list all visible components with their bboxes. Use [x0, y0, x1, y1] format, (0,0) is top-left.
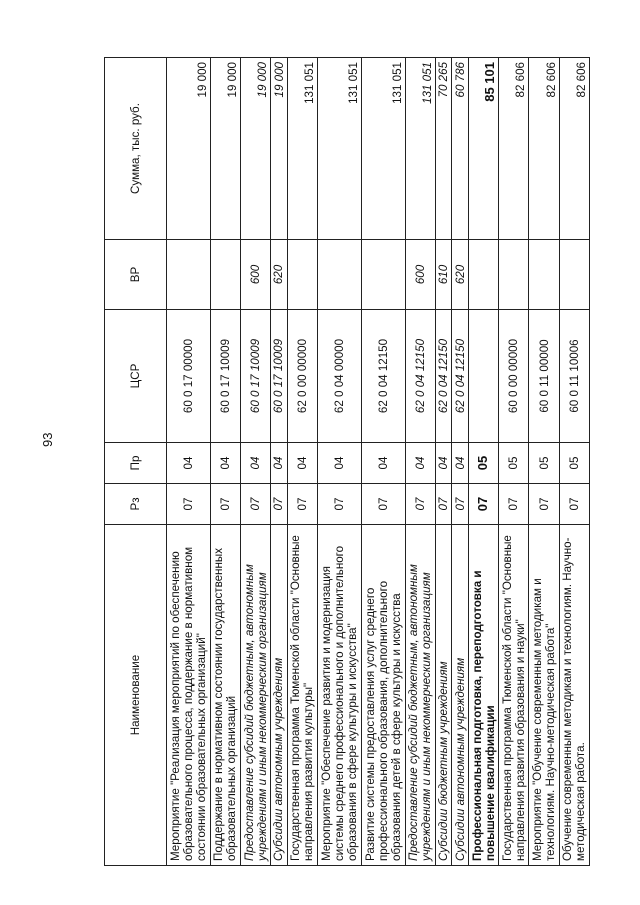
cell-sum: 85 101 [469, 58, 499, 240]
cell-pr: 04 [361, 443, 405, 484]
cell-rz: 07 [318, 484, 362, 525]
cell-csr: 62 0 04 12150 [361, 310, 405, 443]
cell-pr: 05 [529, 443, 559, 484]
cell-sum: 19 000 [210, 58, 240, 240]
cell-vr [318, 240, 362, 310]
cell-sum: 19 000 [240, 58, 270, 240]
cell-sum: 70 265 [435, 58, 452, 240]
cell-name: Субсидии автономным учреждениям [452, 525, 469, 866]
header-csr: ЦСР [105, 310, 167, 443]
table-row [271, 58, 288, 866]
cell-name: Мероприятие "Обучение современным методикам и технологиям. Научно-методическая работа" [529, 525, 559, 866]
cell-vr [361, 240, 405, 310]
cell-pr: 04 [210, 443, 240, 484]
cell-csr: 60 0 11 00000 [529, 310, 559, 443]
cell-csr: 62 0 00 00000 [287, 310, 317, 443]
cell-vr: 600 [405, 240, 435, 310]
cell-vr: 620 [452, 240, 469, 310]
cell-name: Мероприятие "Реализация мероприятий по обеспечению образовательного процесса, поддержание в нормативном состоянии образовательных организаций" [167, 525, 211, 866]
header-sum: Сумма, тыс. руб. [105, 58, 167, 240]
header-pr: Пр [105, 443, 167, 484]
table-row [287, 58, 317, 866]
cell-sum: 19 000 [167, 58, 211, 240]
cell-pr: 05 [469, 443, 499, 484]
cell-vr [529, 240, 559, 310]
cell-name: Развитие системы предоставления услуг среднего профессионального образования, дополнительного образования детей в сфере культуры и искусства [361, 525, 405, 866]
cell-pr: 04 [405, 443, 435, 484]
table-row [167, 58, 211, 866]
cell-pr: 04 [452, 443, 469, 484]
cell-sum: 131 051 [287, 58, 317, 240]
cell-sum: 131 051 [318, 58, 362, 240]
cell-name: Субсидии бюджетным учреждениям [435, 525, 452, 866]
cell-sum: 131 051 [361, 58, 405, 240]
table-row [435, 58, 452, 866]
cell-csr: 62 0 04 12150 [405, 310, 435, 443]
cell-sum: 82 606 [499, 58, 529, 240]
cell-sum: 19 000 [271, 58, 288, 240]
cell-vr [167, 240, 211, 310]
cell-pr: 04 [287, 443, 317, 484]
cell-csr: 60 0 17 10009 [210, 310, 240, 443]
cell-csr: 60 0 17 10009 [271, 310, 288, 443]
cell-sum: 82 606 [559, 58, 589, 240]
cell-vr [287, 240, 317, 310]
table-row [559, 58, 589, 866]
cell-vr [499, 240, 529, 310]
cell-vr [210, 240, 240, 310]
table-row [452, 58, 469, 866]
cell-rz: 07 [452, 484, 469, 525]
table-row [405, 58, 435, 866]
table-row [499, 58, 529, 866]
cell-csr: 60 0 11 10006 [559, 310, 589, 443]
cell-csr: 60 0 17 10009 [240, 310, 270, 443]
cell-csr: 60 0 00 00000 [499, 310, 529, 443]
cell-rz: 07 [469, 484, 499, 525]
cell-rz: 07 [529, 484, 559, 525]
cell-name: Мероприятие "Обеспечение развития и модернизация системы среднего профессионального и дополнительного образования в сфере культуры и искусства" [318, 525, 362, 866]
cell-pr: 04 [167, 443, 211, 484]
table-row [529, 58, 559, 866]
cell-pr: 04 [271, 443, 288, 484]
rotated-table-container [104, 58, 590, 866]
cell-pr: 04 [240, 443, 270, 484]
cell-vr [559, 240, 589, 310]
table-row [210, 58, 240, 866]
cell-vr: 600 [240, 240, 270, 310]
cell-rz: 07 [271, 484, 288, 525]
cell-csr [469, 310, 499, 443]
cell-name: Обучение современным методикам и технологиям. Научно-методическая работа. [559, 525, 589, 866]
table-row [318, 58, 362, 866]
cell-rz: 07 [499, 484, 529, 525]
budget-table [104, 57, 590, 866]
cell-pr: 05 [559, 443, 589, 484]
cell-pr: 05 [499, 443, 529, 484]
cell-rz: 07 [559, 484, 589, 525]
cell-rz: 07 [210, 484, 240, 525]
page-number: 93 [40, 432, 55, 447]
cell-pr: 04 [318, 443, 362, 484]
cell-sum: 82 606 [529, 58, 559, 240]
cell-sum: 131 051 [405, 58, 435, 240]
cell-csr: 60 0 17 00000 [167, 310, 211, 443]
cell-name: Поддержание в нормативном состоянии государственных образовательных организаций [210, 525, 240, 866]
cell-name: Профессиональная подготовка, переподготовка и повышение квалификации [469, 525, 499, 866]
cell-vr [469, 240, 499, 310]
cell-name: Субсидии автономным учреждениям [271, 525, 288, 866]
table-row [469, 58, 499, 866]
cell-vr: 610 [435, 240, 452, 310]
cell-csr: 62 0 04 12150 [452, 310, 469, 443]
cell-rz: 07 [167, 484, 211, 525]
cell-name: Предоставление субсидий бюджетным, автономным учреждениям и иным некоммерческим организациям [240, 525, 270, 866]
cell-name: Предоставление субсидий бюджетным, автономным учреждениям и иным некоммерческим организациям [405, 525, 435, 866]
cell-vr: 620 [271, 240, 288, 310]
cell-rz: 07 [240, 484, 270, 525]
header-name: Наименование [105, 525, 167, 866]
header-vr: ВР [105, 240, 167, 310]
cell-name: Государственная программа Тюменской области "Основные направления развития образования и науки" [499, 525, 529, 866]
table-header-row [105, 58, 167, 866]
cell-pr: 04 [435, 443, 452, 484]
cell-sum: 60 786 [452, 58, 469, 240]
cell-rz: 07 [435, 484, 452, 525]
cell-rz: 07 [287, 484, 317, 525]
table-row [240, 58, 270, 866]
cell-csr: 62 0 04 12150 [435, 310, 452, 443]
cell-rz: 07 [361, 484, 405, 525]
cell-name: Государственная программа Тюменской области "Основные направления развития культуры" [287, 525, 317, 866]
cell-rz: 07 [405, 484, 435, 525]
header-rz: Рз [105, 484, 167, 525]
table-row [361, 58, 405, 866]
cell-csr: 62 0 04 00000 [318, 310, 362, 443]
